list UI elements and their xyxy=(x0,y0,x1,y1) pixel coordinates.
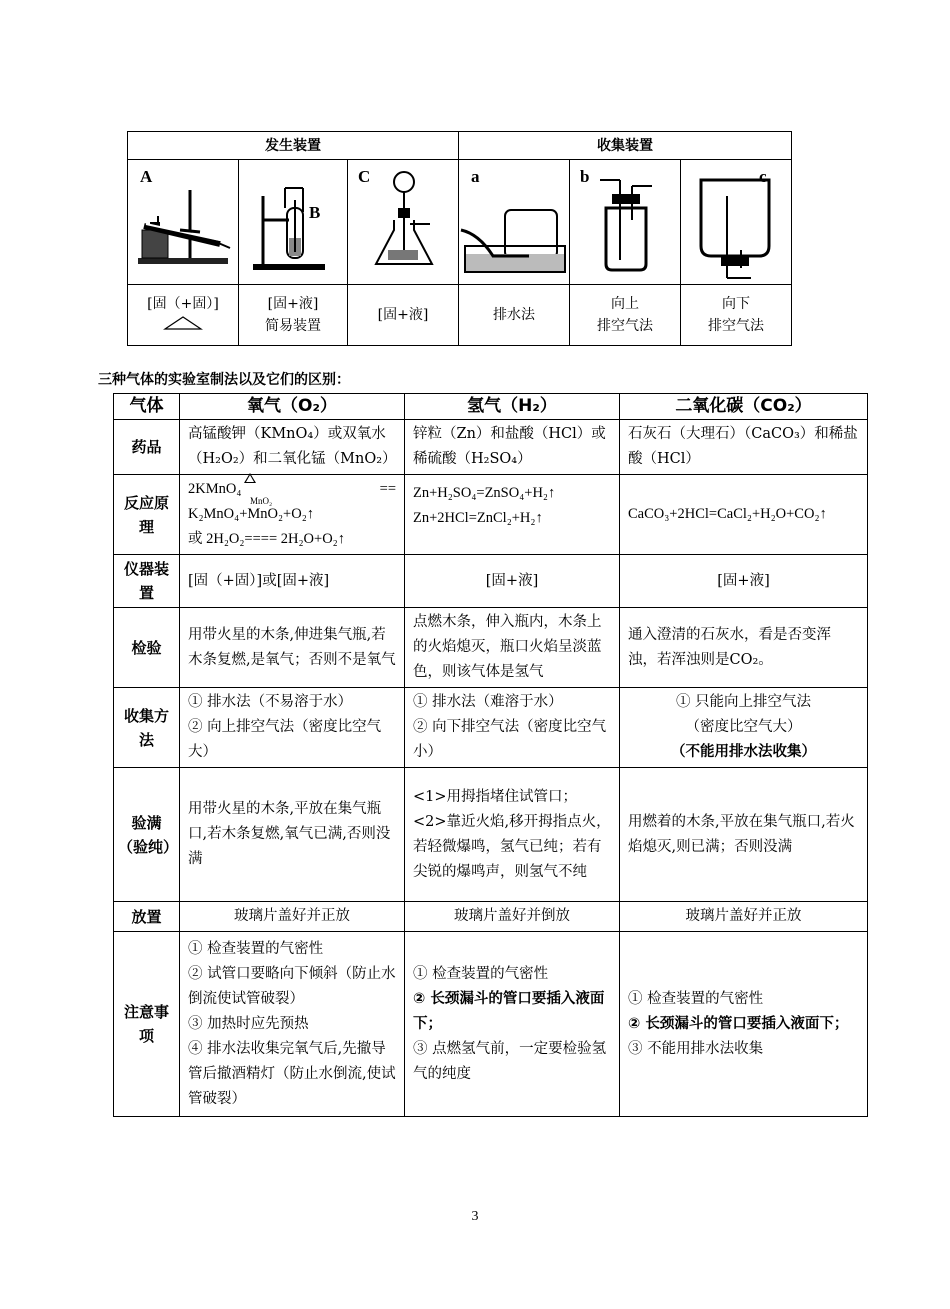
device-b-cell xyxy=(239,160,348,285)
device-label: b xyxy=(580,167,590,186)
device-c-collect-caption: 向下 排空气法 xyxy=(681,285,792,346)
page-number: 3 xyxy=(471,1209,479,1224)
header-gas: 气体 xyxy=(114,394,180,420)
header-hydrogen: 氢气（H₂） xyxy=(405,394,620,420)
table-row-principle: 反应原理 2KMnO₄ == MnO₂ K₂MnO₄+MnO₂+O₂↑ 或 2H₂O₂==== 2H₂O+O₂↑ Zn+H₂SO₄=ZnSO₄+H₂↑ Zn+2HCl=ZnCl₂+H₂↑ CaCO₃+2HCl=CaCl₂+H₂O+CO₂↑ xyxy=(114,475,868,555)
apparatus-table xyxy=(127,131,792,346)
table-row-apparatus: 仪器装置 [固（+固）]或[固+液] [固+液] [固+液] xyxy=(114,555,868,608)
device-label: C xyxy=(358,167,371,186)
table-row-notes: 注意事项 ① 检查装置的气密性 ② 试管口要略向下倾斜（防止水倒流使试管破裂） ③ 加热时应先预热 ④ 排水法收集完氧气后,先撤导管后撤酒精灯（防止水倒流,使试管破裂） ① 检查装置的气密性 ② 长颈漏斗的管口要插入液面下； ③ 点燃氢气前，一定要检验氢气的纯度 ① 检查装置的气密性 ② 长颈漏斗的管口要插入液面下； ③ 不能用排水法收集 xyxy=(114,932,868,1117)
generation-header: 发生装置 xyxy=(128,132,459,160)
device-b-collect-caption: 向上 排空气法 xyxy=(570,285,681,346)
heated-test-tube-apparatus-icon xyxy=(128,160,239,284)
header-oxygen: 氧气（O₂） xyxy=(180,394,405,420)
device-c-collect-cell xyxy=(681,160,792,285)
device-a-caption: [固（+固）] xyxy=(128,285,239,346)
table-row-full: 验满（验纯） 用带火星的木条,平放在集气瓶口,若木条复燃,氧气已满,否则没满 <1>用拇指堵住试管口； <2>靠近火焰,移开拇指点火，若轻微爆鸣，氢气已纯；若有尖锐的爆鸣声，则氢气不纯 用燃着的木条,平放在集气瓶口,若火焰熄灭,则已满；否则没满 xyxy=(114,768,868,902)
device-a-collect-caption: 排水法 xyxy=(459,285,570,346)
table-row-drugs: 药品 高锰酸钾（KMnO₄）或双氧水（H₂O₂）和二氧化锰（MnO₂） 锌粒（Zn）和盐酸（HCl）或稀硫酸（H₂SO₄） 石灰石（大理石）（CaCO₃）和稀盐酸（HCl） xyxy=(114,420,868,475)
downward-air-collection-icon xyxy=(681,160,792,284)
device-b-collect-cell xyxy=(570,160,681,285)
table-row-place: 放置 玻璃片盖好并正放 玻璃片盖好并倒放 玻璃片盖好并正放 xyxy=(114,902,868,932)
device-label: A xyxy=(140,167,153,186)
device-label: c xyxy=(759,167,767,186)
table-header-row xyxy=(114,394,868,420)
gas-comparison-table xyxy=(113,393,868,1117)
device-a-cell xyxy=(128,160,239,285)
device-label: a xyxy=(471,167,480,186)
header-co2: 二氧化碳（CO₂） xyxy=(620,394,868,420)
device-a-collect-cell xyxy=(459,160,570,285)
device-label: B xyxy=(309,203,321,222)
device-b-caption: [固+液] 简易装置 xyxy=(239,285,348,346)
upward-air-collection-icon xyxy=(570,160,681,284)
collection-header: 收集装置 xyxy=(459,132,792,160)
heating-triangle-icon xyxy=(244,473,256,483)
test-tube-stand-apparatus-icon xyxy=(239,160,348,284)
table-row-test: 检验 用带火星的木条,伸进集气瓶,若木条复燃,是氧气；否则不是氧气 点燃木条，伸入瓶内，木条上的火焰熄灭，瓶口火焰呈淡蓝色，则该气体是氢气 通入澄清的石灰水，看是否变浑浊，若浑浊则是CO₂。 xyxy=(114,608,868,688)
water-displacement-icon xyxy=(459,160,570,284)
device-c-caption: [固+液] xyxy=(348,285,459,346)
heating-triangle-icon xyxy=(163,315,203,331)
flask-funnel-apparatus-icon xyxy=(348,160,459,284)
table-row-collect: 收集方法 ① 排水法（不易溶于水） ② 向上排空气法（密度比空气大） ① 排水法（难溶于水） ② 向下排空气法（密度比空气小） ① 只能向上排空气法 （密度比空气大） （不能用排水法收集） xyxy=(114,688,868,768)
section-heading: 三种气体的实验室制法以及它们的区别： xyxy=(98,372,350,388)
device-c-cell xyxy=(348,160,459,285)
